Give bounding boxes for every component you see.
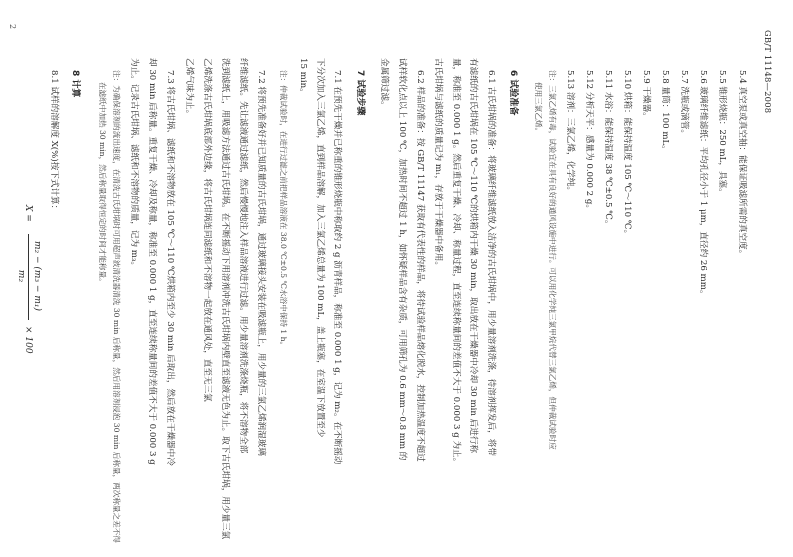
item-5-11: 5.11 水浴：能保持温度 38 ℃±0.5 ℃。	[603, 70, 613, 229]
para-7-line: 却 30 min 后称量。重复干燥、冷却及称量，称准至 0.000 1 g，直至连续称量间的差值不大于 0.000 3 g	[147, 58, 157, 465]
para-6-line: 有滤纸的古氏坩埚在 105 ℃～110 ℃的烘箱内干燥 30 min，取出放在干燥器中冷却 30 min 后进行称	[468, 58, 478, 454]
para-7-line: 乙烯洗涤古氏坩埚底部外边缘，将古氏坩埚连同滤纸和不溶物一起放在通风处，直至无三氯	[202, 58, 212, 402]
page-number: 2	[8, 24, 17, 30]
para-7-line: 下分次加入三氯乙烯，直到样品溶解，加入三氯乙烯总量为 100 mL，盖上瓶塞，在室温下放置至少	[315, 58, 325, 438]
item-5-12: 5.12 分析天平：感量为 0.000 2 g。	[584, 70, 594, 213]
formula-lhs: X =	[23, 205, 33, 222]
para-8-1: 8.1 试样的溶解度 X(%)按下式计算：	[49, 70, 59, 214]
para-6-line: 古氏坩埚与滤纸的质量记为 m₁，存放于干燥器中备用。	[433, 58, 443, 270]
para-7-line: 为止。记录古氏坩埚、滤纸和不溶物的质量，记为 m₃。	[129, 58, 139, 270]
section-7-title: 7 试验步骤	[355, 70, 365, 116]
para-7-line: 7.3 将古氏坩埚、滤纸和不溶物放在 105 ℃～110 ℃烘箱内至少 30 min 后取出，然后放在干燥器中冷	[165, 70, 175, 466]
para-6-line: 6.1 古氏坩埚的准备：将玻璃纤维滤纸放入洁净的古氏坩埚中，用少量溶剂洗涤，待溶剂挥发后，将带	[486, 70, 496, 456]
note-5-a: 注：三氯乙烯有毒，试验宜在具有良好的通风设施中进行。可以用化学纯三氯甲烷代替三氯乙烯，但仲裁试验时应	[548, 70, 557, 450]
note-7-3b: 在滤纸中加热 30 min，然后称量取得恒定的时间才能称量。	[98, 82, 107, 286]
fraction-bar	[28, 234, 29, 320]
para-7-line: 7.1 在预先干燥并已称重的锥形烧瓶中称取约 2 g 沥青样品，称准至 0.000 1 g，记为 m₂。在不断摇动	[332, 70, 342, 465]
standard-id: GB/T 11148—2008	[763, 30, 773, 114]
para-7-line: 洗到滤纸上，用吸滤方法通过古氏坩埚。在不断摇动下用溶剂冲洗古氏坩埚内壁直至滤液无色为止。取下古氏坩埚，用少量三氯	[220, 58, 230, 540]
para-6-line: 量，称准至 0.000 1 g。然后重复干燥、冷却、称量过程，直至连续称量间的差值不大于 0.000 3 g 为止。	[451, 58, 461, 467]
note-5-b: 使用三氯乙烯。	[534, 82, 543, 136]
item-5-5: 5.5 锥形烧瓶：250 mL，具塞。	[717, 70, 727, 197]
item-5-9: 5.9 干燥器。	[641, 70, 651, 121]
para-6-line: 试样软化点以上 100 ℃，加热时间不超过 1 h，如怀疑样品含有杂质，可用筛孔为 0.6 mm～0.8 mm 的	[397, 58, 407, 461]
para-7-line: 纤维滤纸。先让滤液通过滤纸，然后慢慢地注入样品溶液进行过滤。用少量溶剂洗涤烧瓶，将不溶物全部	[238, 58, 248, 454]
para-7-line: 7.2 将预先准备好并已知质量的古氏坩埚，通过玻璃接头安装在吸滤瓶上，用少量的三氯乙烯润湿玻璃	[256, 70, 266, 456]
formula-denominator: m₂	[16, 269, 26, 283]
para-6-line: 6.2 样品的准备：按 GB/T 11147 获取有代表性的样品，将待试验样品熔化脱水，控制加热温度不超过	[415, 70, 425, 462]
item-5-4: 5.4 真空泵或真空抽：能保证吸滤所需的真空度。	[737, 70, 747, 259]
item-5-10: 5.10 烘箱：能保持温度 105 ℃～110 ℃。	[622, 70, 632, 239]
para-7-line: 乙烯气味为止。	[184, 58, 194, 119]
para-6-line: 金属筛过滤。	[379, 58, 389, 110]
formula-rhs: × 100	[23, 326, 33, 354]
formula-numerator: m₂ − (m₃ − m₁)	[32, 241, 42, 311]
item-5-7: 5.7 洗瓶或滴管。	[679, 70, 689, 138]
item-5-8: 5.8 量筒：100 mL。	[660, 70, 670, 154]
item-5-13: 5.13 溶剂：三氯乙烯，化学纯。	[565, 70, 575, 195]
note-7-1: 注：仲裁试验时，在进行过滤之前把样品溶液在 38.0 ℃±0.5 ℃水浴中保持 1 h。	[279, 70, 288, 350]
section-8-title: 8 计算	[70, 70, 80, 98]
item-5-6: 5.6 玻璃纤维滤纸：平均孔径小于 1 μm，直径约 26 mm。	[698, 70, 708, 299]
para-7-line: 15 min。	[298, 58, 308, 97]
note-7-3a: 注：为确保溶剂的流出速度，在清洗古氏坩埚时可用超声波清洗器清洗 30 min 后称量，然后用溶剂浸泡 30 min 后称量，两次称量之差不得	[112, 70, 121, 543]
section-6-title: 6 试验准备	[508, 70, 518, 116]
